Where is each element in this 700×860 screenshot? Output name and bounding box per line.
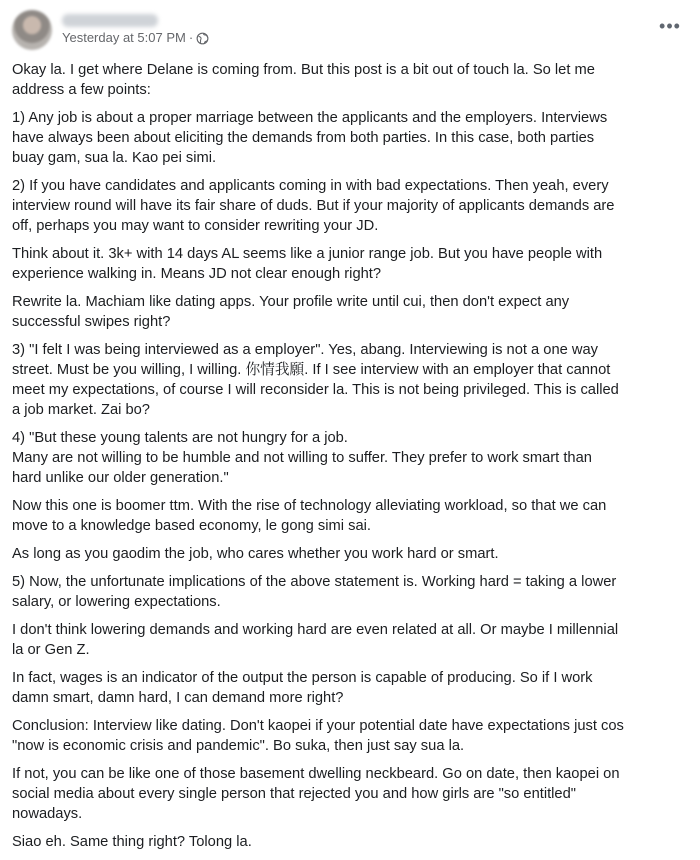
post-header xyxy=(12,8,209,52)
post-paragraph: In fact, wages is an indicator of the output the person is capable of producing. So if I work damn smart, damn hard, I can demand more right? xyxy=(12,670,593,706)
post-timestamp[interactable]: Yesterday at 5:07 PM xyxy=(62,30,186,45)
author-name-blurred[interactable] xyxy=(62,14,158,27)
more-options-button[interactable] xyxy=(658,14,682,38)
avatar[interactable] xyxy=(12,10,52,50)
more-horizontal-icon: ••• xyxy=(659,16,681,36)
post-paragraph: As long as you gaodim the job, who cares whether you work hard or smart. xyxy=(12,546,499,562)
post-paragraph: Now this one is boomer ttm. With the rise of technology alleviating workload, so that we can move to a knowledge based economy, le gong simi sai. xyxy=(12,498,607,534)
timestamp-row xyxy=(62,30,209,46)
post-paragraph: 3) "I felt I was being interviewed as a employer". Yes, abang. Interviewing is not a one way street. Must be you willing, I willing. 你情我願. If I see interview with an employer that cannot meet my expectations, of course I will reconsider la. This is not being privileged. This is called a job market. Zai bo? xyxy=(12,342,619,418)
post-paragraph: I don't think lowering demands and working hard are even related at all. Or maybe I millennial la or Gen Z. xyxy=(12,622,619,658)
separator-dot: · xyxy=(188,30,194,45)
globe-icon[interactable] xyxy=(196,32,209,45)
post-paragraph: Rewrite la. Machiam like dating apps. Your profile write until cui, then don't expect any successful swipes right? xyxy=(12,294,570,330)
post-paragraph: Siao eh. Same thing right? Tolong la. xyxy=(12,834,252,850)
post-meta xyxy=(62,14,209,46)
post-body xyxy=(12,60,688,860)
post-paragraph: 1) Any job is about a proper marriage between the applicants and the employers. Interviews have always been about eliciting the demands from both parties. In this case, both parties buay gam, sua la. Kao pei simi. xyxy=(12,110,608,166)
post-paragraph: Okay la. I get where Delane is coming from. But this post is a bit out of touch la. So let me address a few points: xyxy=(12,62,595,98)
post-paragraph: Conclusion: Interview like dating. Don't kaopei if your potential date have expectations just cos "now is economic crisis and pandemic". Bo suka, then just say sua la. xyxy=(12,718,624,754)
post-paragraph: 4) "But these young talents are not hungry for a job. Many are not willing to be humble and not willing to suffer. They prefer to work smart than hard unlike our older generation." xyxy=(12,430,592,486)
post-paragraph: Think about it. 3k+ with 14 days AL seems like a junior range job. But you have people with experience walking in. Means JD not clear enough right? xyxy=(12,246,603,282)
post-paragraph: 5) Now, the unfortunate implications of the above statement is. Working hard = taking a lower salary, or lowering expectations. xyxy=(12,574,617,610)
post-paragraph: If not, you can be like one of those basement dwelling neckbeard. Go on date, then kaopei on social media about every single person that rejected you and how girls are "so entitled" nowadays. xyxy=(12,766,620,822)
post-paragraph: 2) If you have candidates and applicants coming in with bad expectations. Then yeah, every interview round will have its fair share of duds. But if your majority of applicants demands are off, perhaps you may want to consider rewriting your JD. xyxy=(12,178,615,234)
